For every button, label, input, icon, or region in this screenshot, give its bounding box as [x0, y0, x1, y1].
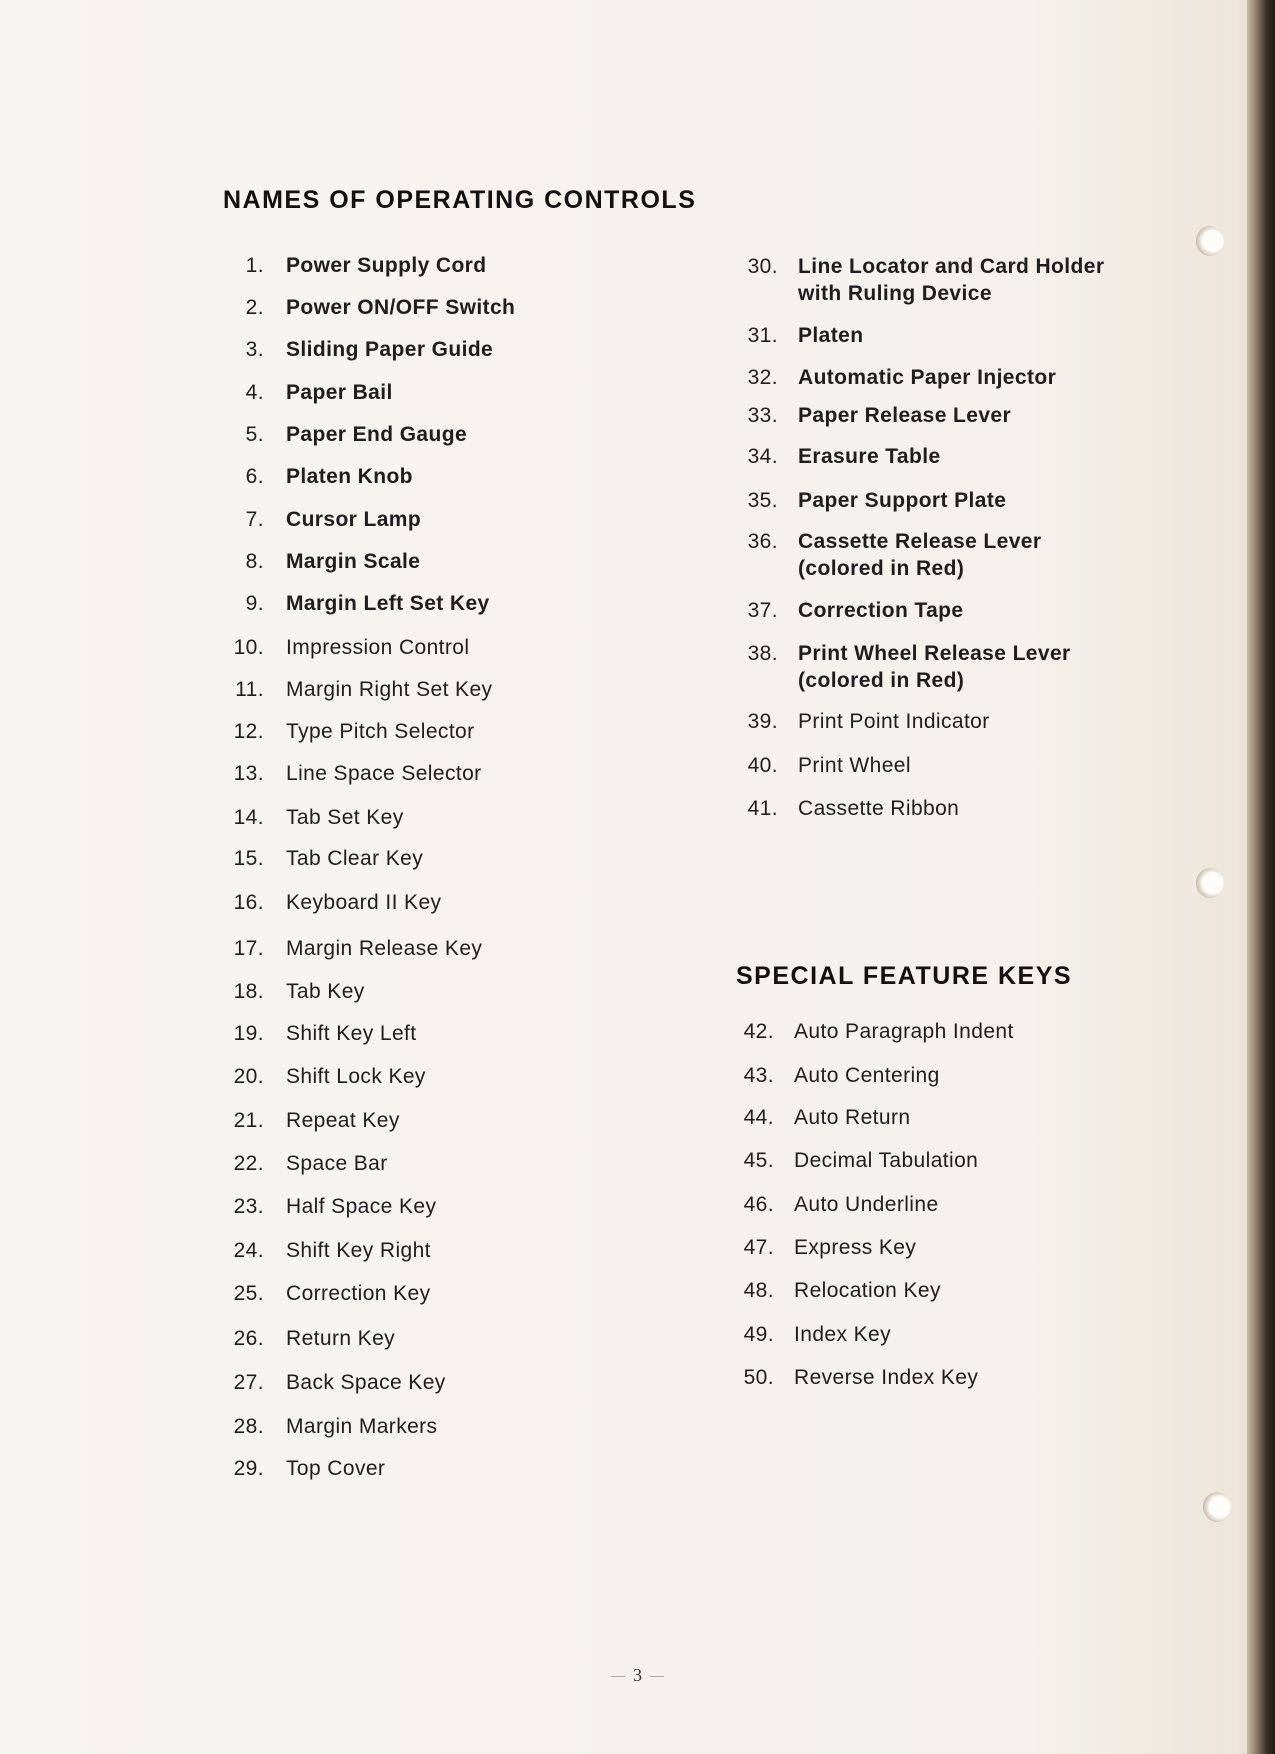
item-number: 45.: [743, 1149, 774, 1172]
item-label: Margin Markers: [286, 1415, 438, 1438]
item-label: Return Key: [286, 1327, 396, 1350]
item-number: 36.: [747, 530, 778, 553]
item-label: Correction Tape: [798, 599, 964, 622]
item-number: 41.: [747, 797, 778, 820]
item-number: 37.: [747, 599, 778, 622]
item-number: 27.: [233, 1371, 264, 1394]
item-number: 20.: [233, 1065, 264, 1088]
item-label: Paper Bail: [286, 381, 393, 404]
item-label: Index Key: [794, 1323, 891, 1346]
item-number: 42.: [743, 1020, 774, 1043]
item-label: Margin Left Set Key: [286, 592, 490, 615]
section-title-operating-controls: NAMES OF OPERATING CONTROLS: [223, 186, 697, 214]
item-number: 30.: [747, 255, 778, 278]
item-number: 15.: [233, 847, 264, 870]
item-label: Print Wheel Release Lever: [798, 642, 1071, 665]
item-label: Paper Release Lever: [798, 404, 1012, 427]
item-number: 34.: [747, 445, 778, 468]
item-label: Shift Key Right: [286, 1239, 431, 1262]
item-label: Auto Centering: [794, 1064, 940, 1087]
item-label: Cassette Ribbon: [798, 797, 960, 820]
item-label: Print Point Indicator: [798, 710, 990, 733]
item-number: 7.: [245, 508, 264, 531]
item-number: 49.: [743, 1323, 774, 1346]
item-label: Automatic Paper Injector: [798, 366, 1057, 389]
item-number: 26.: [233, 1327, 264, 1350]
item-number: 8.: [245, 550, 264, 573]
item-label: Reverse Index Key: [794, 1366, 979, 1389]
item-label: Auto Underline: [794, 1193, 939, 1216]
binder-hole-middle: [1196, 868, 1224, 898]
item-label: Shift Key Left: [286, 1022, 417, 1045]
item-label: Power Supply Cord: [286, 254, 487, 277]
item-number: 32.: [747, 366, 778, 389]
item-number: 28.: [233, 1415, 264, 1438]
item-number: 22.: [233, 1152, 264, 1175]
item-label: Erasure Table: [798, 445, 941, 468]
item-number: 33.: [747, 404, 778, 427]
item-number: 1.: [245, 254, 264, 277]
item-number: 23.: [233, 1195, 264, 1218]
item-label: Top Cover: [286, 1457, 386, 1480]
binder-hole-top: [1196, 226, 1224, 256]
item-label: Margin Release Key: [286, 937, 483, 960]
item-label: Type Pitch Selector: [286, 720, 475, 743]
item-label: Tab Key: [286, 980, 365, 1003]
section-title-special-feature-keys: SPECIAL FEATURE KEYS: [736, 962, 1073, 990]
item-label: Platen Knob: [286, 465, 413, 488]
item-label: Keyboard II Key: [286, 891, 442, 914]
item-number: 3.: [245, 338, 264, 361]
item-label: Auto Paragraph Indent: [794, 1020, 1014, 1043]
item-number: 44.: [743, 1106, 774, 1129]
item-label: Sliding Paper Guide: [286, 338, 494, 361]
item-number: 24.: [233, 1239, 264, 1262]
item-label: Relocation Key: [794, 1279, 941, 1302]
item-label-continued: with Ruling Device: [798, 282, 992, 305]
item-number: 16.: [233, 891, 264, 914]
item-label: Paper Support Plate: [798, 489, 1007, 512]
item-label: Margin Scale: [286, 550, 421, 573]
item-number: 25.: [233, 1282, 264, 1305]
item-label: Cassette Release Lever: [798, 530, 1042, 553]
item-label: Impression Control: [286, 636, 470, 659]
item-label: Tab Clear Key: [286, 847, 424, 870]
page-edge-shadow: [1247, 0, 1275, 1754]
item-number: 2.: [245, 296, 264, 319]
item-label: Correction Key: [286, 1282, 431, 1305]
item-number: 13.: [233, 762, 264, 785]
item-label-continued: (colored in Red): [798, 669, 965, 692]
item-label: Line Locator and Card Holder: [798, 255, 1105, 278]
item-number: 39.: [747, 710, 778, 733]
item-label: Half Space Key: [286, 1195, 437, 1218]
page-number: 3: [0, 1665, 1275, 1686]
item-label: Shift Lock Key: [286, 1065, 426, 1088]
item-number: 21.: [233, 1109, 264, 1132]
binder-hole-bottom: [1203, 1492, 1231, 1522]
item-label: Print Wheel: [798, 754, 911, 777]
item-number: 17.: [233, 937, 264, 960]
item-number: 46.: [743, 1193, 774, 1216]
item-number: 40.: [747, 754, 778, 777]
item-number: 43.: [743, 1064, 774, 1087]
item-label: Paper End Gauge: [286, 423, 468, 446]
item-label: Power ON/OFF Switch: [286, 296, 516, 319]
item-number: 5.: [245, 423, 264, 446]
item-label: Repeat Key: [286, 1109, 400, 1132]
item-number: 47.: [743, 1236, 774, 1259]
item-label: Express Key: [794, 1236, 917, 1259]
item-label: Platen: [798, 324, 864, 347]
item-label: Decimal Tabulation: [794, 1149, 979, 1172]
item-number: 50.: [743, 1366, 774, 1389]
item-number: 29.: [233, 1457, 264, 1480]
item-label: Space Bar: [286, 1152, 388, 1175]
item-number: 6.: [245, 465, 264, 488]
item-number: 35.: [747, 489, 778, 512]
item-number: 9.: [245, 592, 264, 615]
item-number: 10.: [233, 636, 264, 659]
item-number: 38.: [747, 642, 778, 665]
item-number: 19.: [233, 1022, 264, 1045]
item-number: 11.: [235, 678, 264, 701]
item-number: 48.: [743, 1279, 774, 1302]
item-number: 12.: [233, 720, 264, 743]
item-number: 31.: [747, 324, 778, 347]
item-label: Margin Right Set Key: [286, 678, 493, 701]
item-label: Tab Set Key: [286, 806, 404, 829]
item-label: Cursor Lamp: [286, 508, 422, 531]
item-label: Back Space Key: [286, 1371, 446, 1394]
item-label: Auto Return: [794, 1106, 911, 1129]
item-label: Line Space Selector: [286, 762, 482, 785]
item-number: 4.: [245, 381, 264, 404]
item-number: 18.: [233, 980, 264, 1003]
item-label-continued: (colored in Red): [798, 557, 965, 580]
item-number: 14.: [233, 806, 264, 829]
